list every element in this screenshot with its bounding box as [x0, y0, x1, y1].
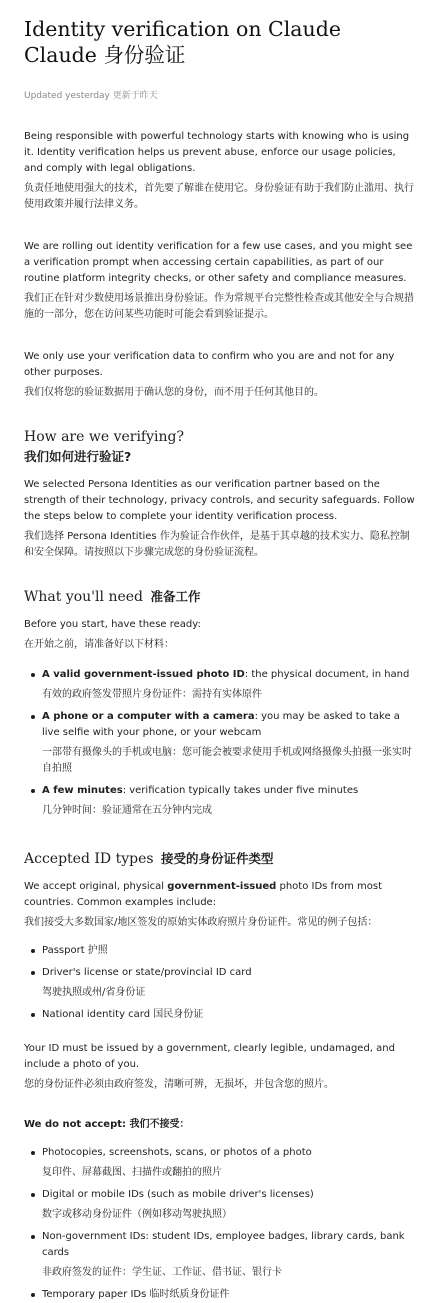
intro-2-zh: 我们正在针对少数使用场景推出身份验证。作为常规平台完整性检查或其他安全与合规措施的一部分，您在访问某些功能时可能会看到验证提示。 [24, 293, 414, 320]
how-paragraph [24, 477, 417, 561]
page-title-en: Identity verification on Claude [24, 17, 341, 41]
need-lead-zh: 在开始之前，请准备好以下材料： [24, 639, 174, 650]
need-item-3-bold: A few minutes [42, 785, 123, 796]
list-item [42, 783, 417, 819]
list-item [42, 1187, 417, 1223]
intro-paragraph-2 [24, 239, 417, 323]
not-accept-heading-text: We do not accept: 我们不接受： [24, 1119, 190, 1130]
page-title [24, 16, 417, 68]
not-accept-item-3: Non-government IDs: student IDs, employee badges, library cards, bank cards [42, 1231, 405, 1258]
accepted-item-1: Passport 护照 [42, 945, 108, 956]
need-lead-en: Before you start, have these ready: [24, 619, 201, 630]
not-accept-list [24, 1145, 417, 1303]
how-en: We selected Persona Identities as our verification partner based on the strength of their technology, privacy controls, and security safeguards. Follow the steps below to complete your identity verification process. [24, 479, 415, 522]
accepted-heading [24, 849, 417, 869]
need-heading-en: What you'll need [24, 589, 143, 605]
need-item-2-zh: 一部带有摄像头的手机或电脑：您可能会被要求使用手机或网络摄像头拍摄一张实时自拍照 [42, 747, 412, 774]
need-item-2-bold: A phone or a computer with a camera [42, 711, 255, 722]
accepted-lead-zh: 我们接受大多数国家/地区签发的原始实体政府照片身份证件。常见的例子包括： [24, 917, 378, 928]
accepted-heading-zh: 接受的身份证件类型 [161, 851, 274, 866]
list-item [42, 1287, 417, 1303]
list-item [42, 667, 417, 703]
not-accept-item-3-zh: 非政府签发的证件：学生证、工作证、借书证、银行卡 [42, 1267, 282, 1278]
how-heading-zh: 我们如何进行验证? [24, 449, 132, 464]
accepted-lead-post: photo IDs from most countries. Common examples include: [24, 881, 382, 908]
need-list [24, 667, 417, 819]
not-accept-item-1: Photocopies, screenshots, scans, or photos of a photo [42, 1147, 312, 1158]
not-accept-item-2-zh: 数字或移动身份证件（例如移动驾驶执照） [42, 1209, 232, 1220]
how-heading-en: How are we verifying? [24, 429, 184, 445]
accepted-item-3: National identity card 国民身份证 [42, 1009, 204, 1020]
accepted-heading-en: Accepted ID types [24, 851, 154, 867]
accepted-lead-en [24, 879, 417, 911]
need-item-3-rest: : verification typically takes under five minutes [122, 785, 359, 796]
need-item-3-zh: 几分钟时间：验证通常在五分钟内完成 [42, 805, 212, 816]
not-accept-item-2: Digital or mobile IDs (such as mobile driver's licenses) [42, 1189, 314, 1200]
accepted-item-2-zh: 驾驶执照或州/省身份证 [42, 987, 146, 998]
need-item-2-rest: : you may be asked to take a live selfie with your phone, or your webcam [42, 711, 400, 738]
intro-1-zh: 负责任地使用强大的技术，首先要了解谁在使用它。身份验证有助于我们防止滥用、执行使用政策并履行法律义务。 [24, 183, 414, 210]
intro-3-en: We only use your verification data to confirm who you are and not for any other purposes. [24, 351, 395, 378]
need-item-1-rest: : the physical document, in hand [244, 669, 410, 680]
accepted-item-2: Driver's license or state/provincial ID card [42, 967, 252, 978]
how-zh: 我们选择 Persona Identities 作为验证合作伙伴，是基于其卓越的技术实力、隐私控制和安全保障。请按照以下步骤完成您的身份验证流程。 [24, 531, 410, 558]
accepted-note [24, 1041, 417, 1093]
list-item [42, 1007, 417, 1023]
list-item [42, 1229, 417, 1281]
list-item [42, 709, 417, 777]
need-heading [24, 587, 417, 607]
accepted-list [24, 943, 417, 1023]
list-item [42, 1145, 417, 1181]
accepted-lead-bold: government-issued [167, 881, 277, 892]
list-item [42, 943, 417, 959]
intro-paragraph-3 [24, 349, 417, 401]
accepted-lead-pre: We accept original, physical [24, 881, 168, 892]
intro-2-en: We are rolling out identity verification for a few use cases, and you might see a verification prompt when accessing certain capabilities, as part of our routine platform integrity checks, or other safety and compliance measures. [24, 241, 413, 284]
intro-paragraph-1 [24, 129, 417, 213]
page-title-zh: Claude 身份验证 [24, 43, 186, 67]
not-accept-item-1-zh: 复印件、屏幕截图、扫描件或翻拍的照片 [42, 1167, 222, 1178]
intro-1-en: Being responsible with powerful technology starts with knowing who is using it. Identity verification helps us prevent abuse, enforce our usage policies, and comply with legal obligations. [24, 131, 410, 174]
need-item-1-bold: A valid government-issued photo ID [42, 669, 245, 680]
not-accept-heading [24, 1117, 417, 1133]
need-item-1-zh: 有效的政府签发带照片身份证件：需持有实体原件 [42, 689, 262, 700]
accepted-note-en: Your ID must be issued by a government, clearly legible, undamaged, and include a photo of you. [24, 1043, 395, 1070]
accepted-note-zh: 您的身份证件必须由政府签发，清晰可辨，无损坏，并包含您的照片。 [24, 1079, 334, 1090]
not-accept-item-4: Temporary paper IDs 临时纸质身份证件 [42, 1289, 230, 1300]
how-heading [24, 427, 417, 467]
need-heading-zh: 准备工作 [150, 589, 201, 604]
updated-timestamp: Updated yesterday 更新于昨天 [24, 91, 158, 101]
list-item [42, 965, 417, 1001]
intro-3-zh: 我们仅将您的验证数据用于确认您的身份，而不用于任何其他目的。 [24, 387, 324, 398]
